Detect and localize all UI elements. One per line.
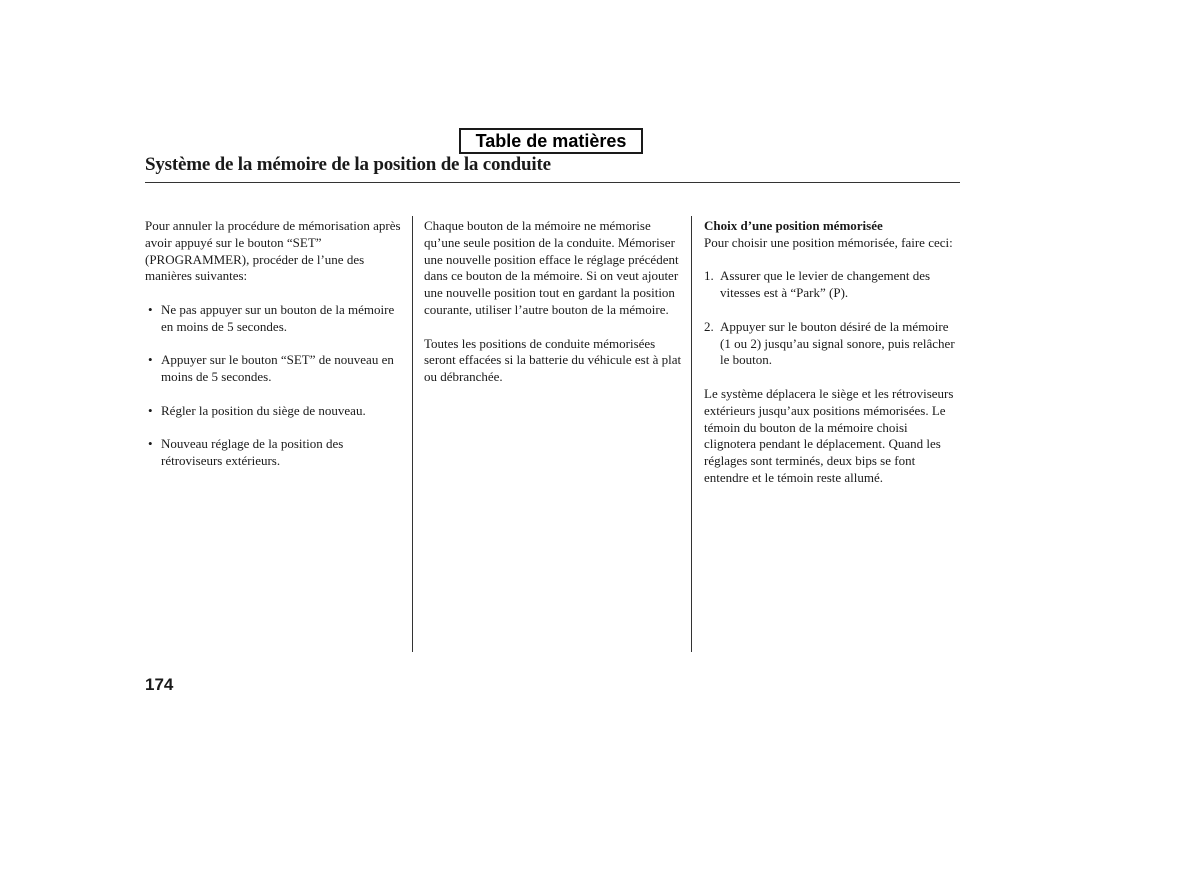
select-position-intro: Pour choisir une position mémorisée, faire ceci: [704, 234, 953, 250]
column-1 [145, 218, 401, 470]
column-3 [704, 218, 960, 487]
step-text: Appuyer sur le bouton désiré de la mémoire (1 ou 2) jusqu’au signal sonore, puis relâcher le bouton. [720, 318, 955, 368]
cancel-procedure-intro: Pour annuler la procédure de mémorisation après avoir appuyé sur le bouton “SET” (PROGRAMMER), procéder de l’une des manières suivantes: [145, 218, 401, 284]
table-of-contents-button[interactable]: Table de matières [459, 128, 643, 154]
title-divider [145, 182, 960, 183]
list-item: • Appuyer sur le bouton “SET” de nouveau en moins de 5 secondes. [145, 352, 401, 386]
column-2 [424, 218, 682, 386]
list-item: • Nouveau réglage de la position des rétroviseurs extérieurs. [145, 436, 401, 470]
page-number: 174 [145, 675, 174, 694]
list-item [704, 268, 960, 302]
list-item: • Régler la position du siège de nouveau. [145, 403, 401, 420]
section-heading: Choix d’une position mémorisée [704, 218, 883, 233]
step-text: Assurer que le levier de changement des vitesses est à “Park” (P). [720, 268, 931, 301]
column-divider-2 [691, 216, 692, 652]
column-divider-1 [412, 216, 413, 652]
list-item [704, 319, 960, 369]
memory-button-paragraph: Chaque bouton de la mémoire ne mémorise qu’une seule position de la conduite. Mémoriser une nouvelle position efface le réglage précédent dans ce bouton de la mémoire. Si on veut ajouter une nouvelle position tout en gardant la position courante, utiliser l’autre bouton de la mémoire. [424, 218, 679, 317]
step-number: 2. [704, 318, 714, 334]
list-item: • Ne pas appuyer sur un bouton de la mémoire en moins de 5 secondes. [145, 302, 401, 336]
closing-paragraph: Le système déplacera le siège et les rétroviseurs extérieurs jusqu’aux positions mémorisées. Le témoin du bouton de la mémoire choisi clignotera pendant le déplacement. Quand les réglages sont terminés, deux bips se font entendre et le témoin reste allumé. [704, 385, 954, 485]
page-title: Système de la mémoire de la position de la conduite [145, 154, 551, 175]
battery-paragraph: Toutes les positions de conduite mémorisées seront effacées si la batterie du véhicule est à plat ou débranchée. [424, 335, 682, 385]
step-number: 1. [704, 268, 714, 284]
